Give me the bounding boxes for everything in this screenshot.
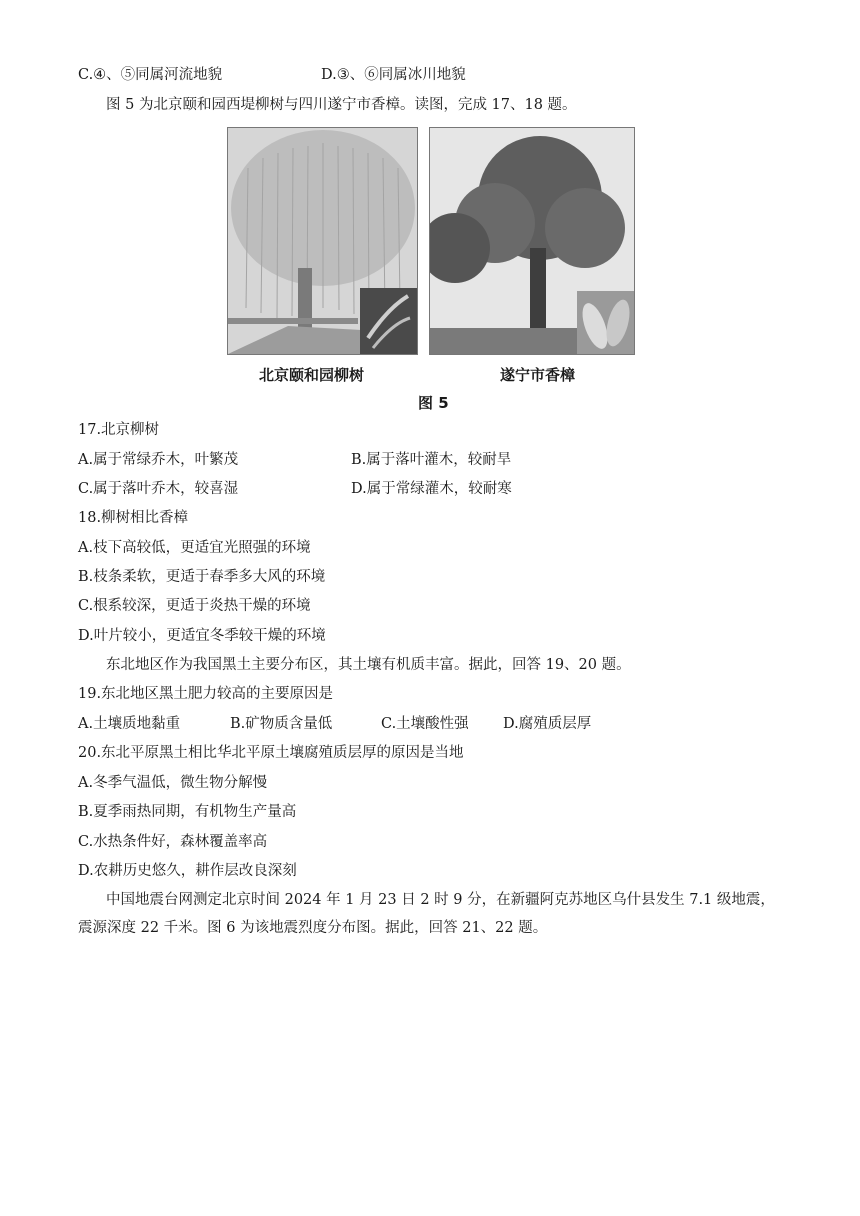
q19-option-a: A.土壤质地黏重 — [78, 716, 181, 732]
q20-stem: 20.东北平原黑土相比华北平原土壤腐殖质层厚的原因是当地 — [78, 745, 464, 761]
q17-option-d: D.属于常绿灌木，较耐寒 — [351, 481, 512, 497]
prev-option-c: C.④、⑤同属河流地貌 — [78, 67, 223, 83]
q20-option-b: B.夏季雨热同期，有机物生产量高 — [78, 804, 297, 820]
q19-option-b: B.矿物质含量低 — [230, 716, 333, 732]
q19-option-d: D.腐殖质层厚 — [503, 716, 592, 732]
willow-tree-image — [228, 128, 417, 354]
camphor-caption: 遂宁市香樟 — [500, 366, 576, 384]
camphor-tree-image — [430, 128, 634, 354]
willow-caption: 北京颐和园柳树 — [259, 366, 365, 384]
q18-option-d: D.叶片较小，更适宜冬季较干燥的环境 — [78, 628, 326, 644]
intro-21-22: 中国地震台网测定北京时间 2024 年 1 月 23 日 2 时 9 分，在新疆阿克苏地区乌什县发生 7.1 级地震，震源深度 22 千米。图 6 为该地震烈度分布图。据此，回答 21、22 题。 — [78, 892, 775, 936]
prev-option-d: D.③、⑥同属冰川地貌 — [321, 67, 466, 83]
q18-option-b: B.枝条柔软，更适于春季多大风的环境 — [78, 569, 326, 585]
q17-option-a: A.属于常绿乔木，叶繁茂 — [78, 452, 239, 468]
camphor-photo — [429, 127, 635, 355]
q20-option-d: D.农耕历史悠久，耕作层改良深刻 — [78, 863, 297, 879]
q18-option-c: C.根系较深，更适于炎热干燥的环境 — [78, 598, 311, 614]
q18-option-a: A.枝下高较低，更适宜光照强的环境 — [78, 540, 311, 556]
q20-option-c: C.水热条件好，森林覆盖率高 — [78, 834, 268, 850]
q17-stem: 17.北京柳树 — [78, 422, 160, 438]
q19-option-c: C.土壤酸性强 — [381, 716, 469, 732]
figure-label: 图 5 — [418, 394, 449, 412]
q19-stem: 19.东北地区黑土肥力较高的主要原因是 — [78, 686, 334, 702]
willow-photo — [227, 127, 418, 355]
intro-fig5: 图 5 为北京颐和园西堤柳树与四川遂宁市香樟。读图，完成 17、18 题。 — [106, 97, 577, 113]
q18-stem: 18.柳树相比香樟 — [78, 510, 189, 526]
q17-option-c: C.属于落叶乔木，较喜湿 — [78, 481, 239, 497]
q17-option-b: B.属于落叶灌木，较耐旱 — [351, 452, 512, 468]
q20-option-a: A.冬季气温低，微生物分解慢 — [78, 775, 268, 791]
intro-19-20: 东北地区作为我国黑土主要分布区，其土壤有机质丰富。据此，回答 19、20 题。 — [106, 657, 631, 673]
